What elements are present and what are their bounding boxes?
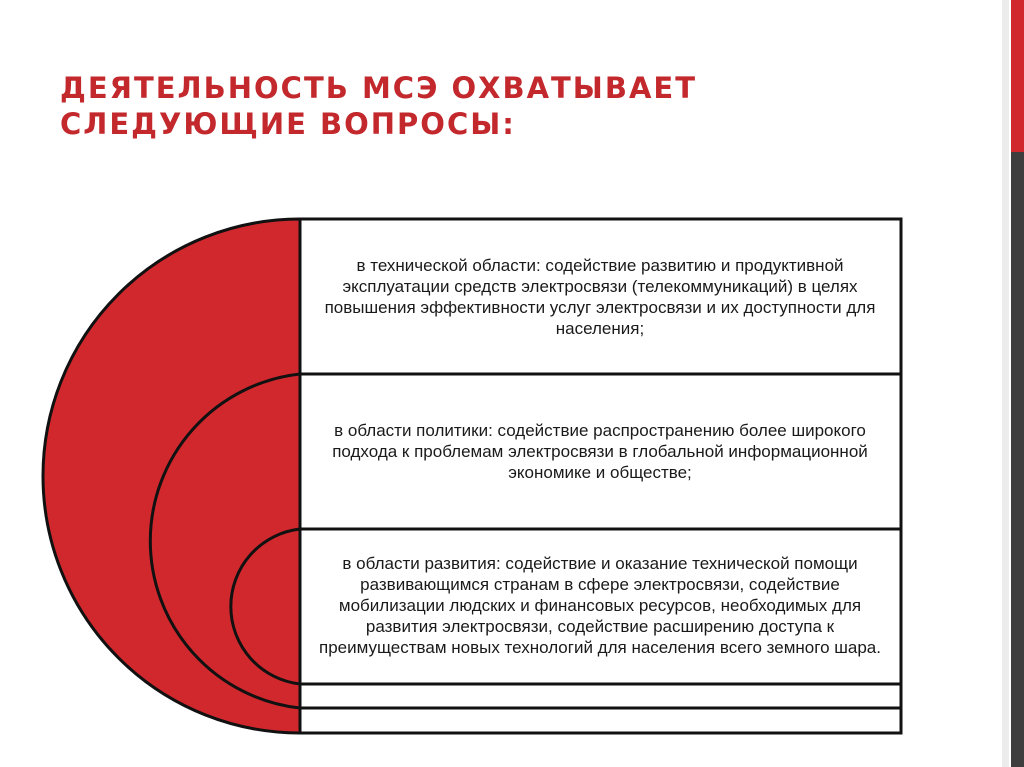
development-area-text: в области развития: содействие и оказание технической помощи развивающимся странам в сфере электросвязи, содействие мобилизации людских и финансовых ресурсов, необходимых для развития электросвязи, содействие расширению доступа к преимуществам новых технологий для населения всего земного шара. xyxy=(319,553,881,657)
box-empty-2 xyxy=(300,708,901,733)
technical-area-text: в технической области: содействие развитию и продуктивной эксплуатации средств электросвязи (телекоммуникаций) в целях повышения эффективности услуг электросвязи и их доступности для населения; xyxy=(324,255,876,338)
box-empty-1 xyxy=(300,684,901,708)
title-line-2: СЛЕДУЮЩИЕ ВОПРОСЫ: xyxy=(60,107,516,141)
policy-area-text: в области политики: содействие распространению более широкого подхода к проблемам электросвязи в глобальной информационной экономике и обществе; xyxy=(332,420,868,482)
title-line-1: ДЕЯТЕЛЬНОСТЬ МСЭ ОХВАТЫВАЕТ xyxy=(60,71,697,105)
